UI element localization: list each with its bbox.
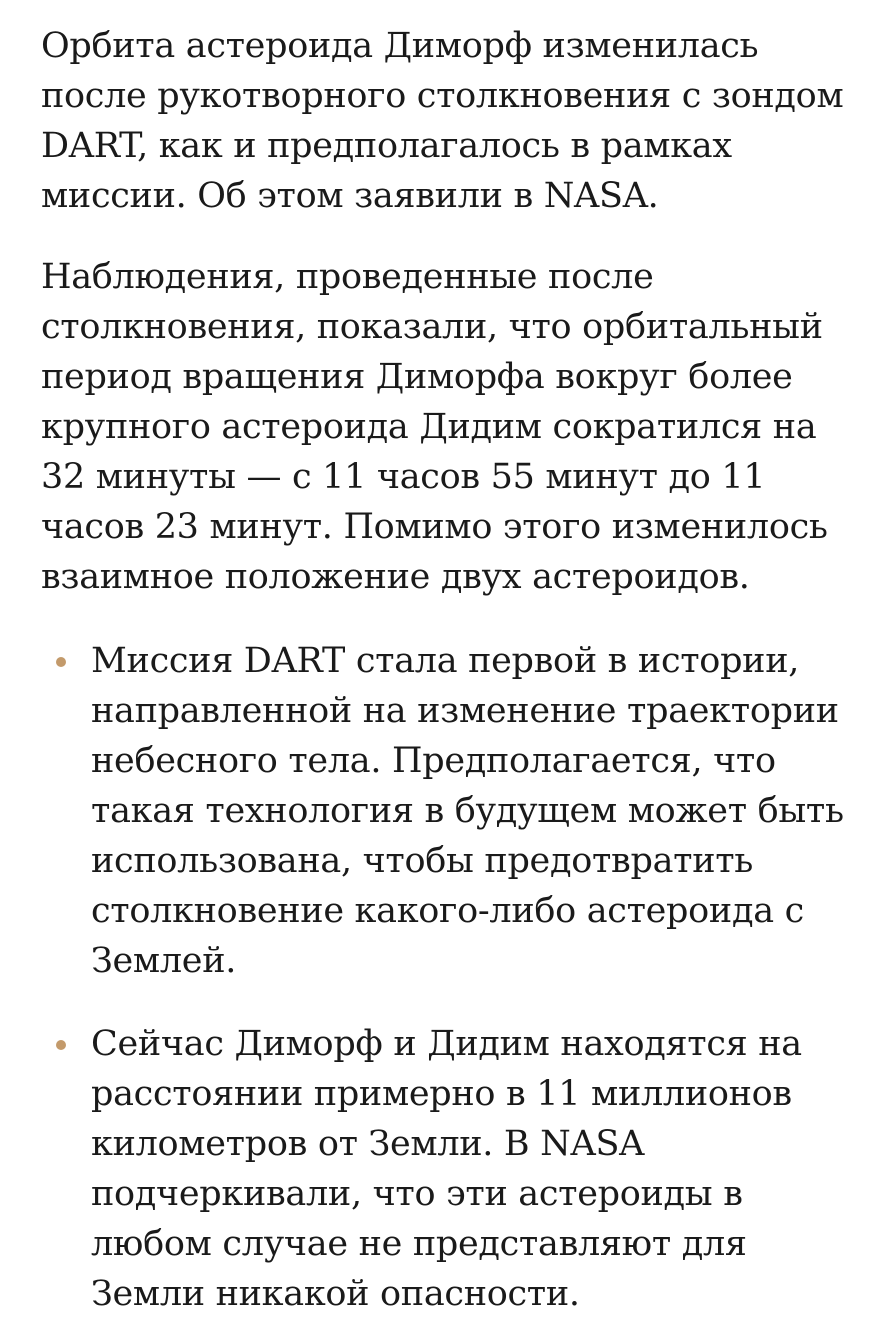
bullet-dot-icon [56, 1040, 66, 1050]
bullet-list [41, 636, 851, 1319]
bullet-text: Сейчас Диморф и Дидим находятся на расстоянии примерно в 11 миллионов километров от Земли. В NASA подчеркивали, что эти астероиды в любом случае не представляют для Земли никакой опасности. [91, 1024, 802, 1314]
bullet-dot-icon [56, 657, 66, 667]
paragraph-observations: Наблюдения, проведенные после столкновения, показали, что орбитальный период вращения Диморфа вокруг более крупного астероида Дидим сократился на 32 минуты — с 11 часов 55 минут до 11 часов 23 минут. Помимо этого изменилось взаимное положение двух астероидов. [41, 257, 828, 597]
bullet-text: Миссия DART стала первой в истории, направленной на изменение траектории небесного тела. Предполагается, что такая технология в будущем может быть использована, чтобы предотвратить столкновение какого-либо астероида с Землей. [91, 641, 844, 981]
paragraph-intro: Орбита астероида Диморф изменилась после рукотворного столкновения с зондом DART, как и предполагалось в рамках миссии. Об этом заявили в NASA. [41, 26, 844, 216]
bullet-item [41, 636, 851, 986]
bullet-item [41, 1019, 851, 1319]
article-body [41, 21, 851, 1319]
